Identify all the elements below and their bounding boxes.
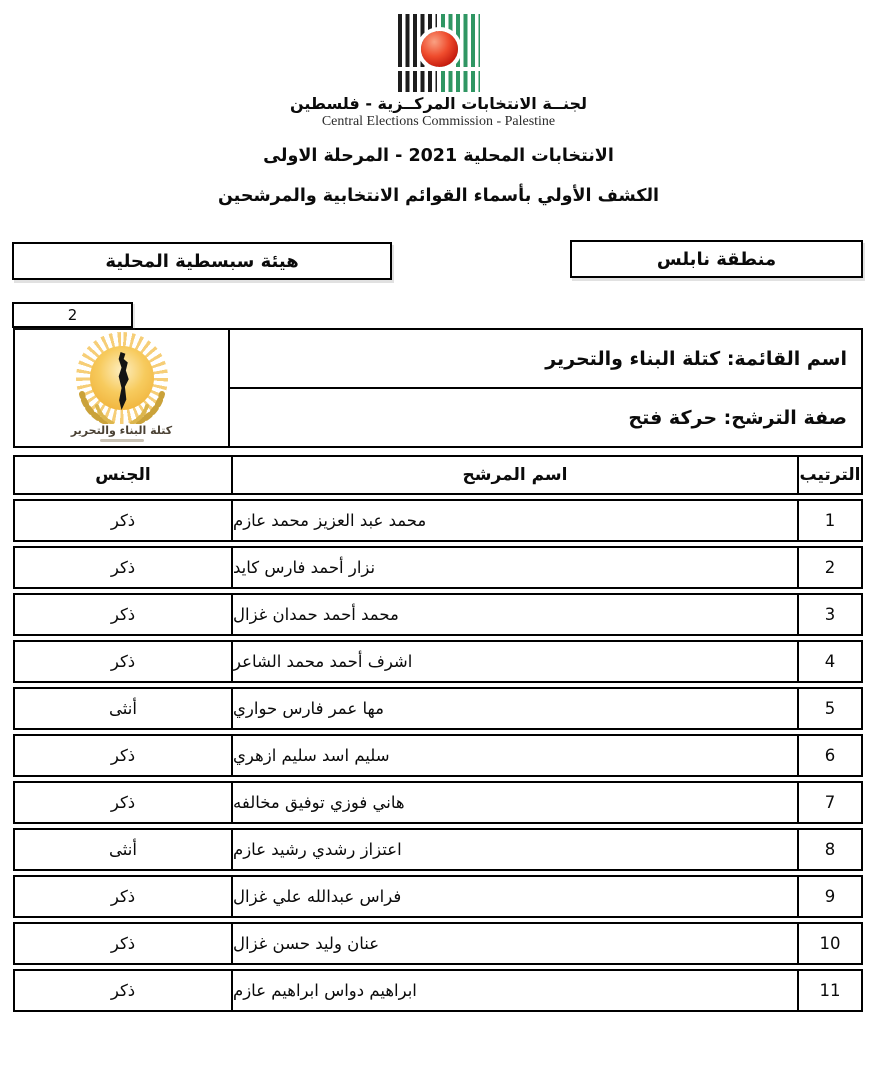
order-cell: 6 [824,746,836,765]
region-boxes-row [12,240,865,280]
authority-box: هيئة سبسطية المحلية [12,242,392,280]
order-cell: 2 [824,558,836,577]
name-cell: محمد عبد العزيز محمد عازم [231,501,799,540]
gender-cell: أنثى [109,699,137,718]
wheat-icon [68,388,176,424]
order-cell: 10 [819,934,841,953]
name-cell: محمد أحمد حمدان غزال [231,595,799,634]
name-cell: اعتزاز رشدي رشيد عازم [231,830,799,869]
table-row [13,640,863,683]
name-cell: ابراهيم دواس ابراهيم عازم [231,971,799,1010]
gender-cell: ذكر [110,793,136,812]
order-cell: 5 [824,699,836,718]
gender-cell: ذكر [110,511,136,530]
table-row [13,922,863,965]
table-row [13,969,863,1012]
table-row [13,875,863,918]
name-cell: مها عمر فارس حواري [231,689,799,728]
cec-logo [398,14,480,92]
table-row [13,593,863,636]
order-cell: 4 [824,652,836,671]
order-cell: 3 [824,605,836,624]
report-title: الكشف الأولي بأسماء القوائم الانتخابية والمرشحين [217,186,660,206]
name-column-header: اسم المرشح [231,457,799,493]
order-cell: 7 [824,793,836,812]
gender-cell: ذكر [110,652,136,671]
list-number-box: 2 [12,302,133,328]
logo-gap-line [398,67,480,71]
name-cell: عنان وليد حسن غزال [231,924,799,963]
list-logo [62,332,182,444]
gender-cell: ذكر [110,934,136,953]
name-cell: نزار أحمد فارس كايد [231,548,799,587]
table-row [13,781,863,824]
gender-cell: ذكر [110,605,136,624]
gender-cell: ذكر [110,558,136,577]
gender-cell: ذكر [110,887,136,906]
gender-column-header: الجنس [95,465,151,485]
order-cell: 9 [824,887,836,906]
list-info-column [230,330,861,446]
name-cell: فراس عبدالله علي غزال [231,877,799,916]
name-cell: هاني فوزي توفيق مخالفه [231,783,799,822]
order-column-header: الترتيب [799,465,861,485]
gender-cell: ذكر [110,746,136,765]
org-name-english: Central Elections Commission - Palestine [321,114,556,129]
gender-cell: ذكر [110,981,136,1000]
table-row [13,828,863,871]
list-logo-cell [15,330,230,446]
gender-cell: أنثى [109,840,137,859]
table-header-row [13,455,863,495]
district-box: منطقة نابلس [570,240,863,278]
logo-subtext-line [100,439,144,442]
candidates-table [13,455,863,1012]
table-row [13,499,863,542]
order-cell: 11 [819,981,841,1000]
list-name-cell: اسم القائمة: كتلة البناء والتحرير [230,330,861,389]
org-name-arabic: لجنــة الانتخابات المركــزية - فلسطين [289,94,588,113]
order-cell: 1 [824,511,836,530]
election-title: الانتخابات المحلية 2021 - المرحلة الاولى [263,146,614,166]
list-logo-label: كتلة البناء والتحرير [70,424,173,437]
name-cell: اشرف أحمد محمد الشاعر [231,642,799,681]
table-row [13,546,863,589]
candidacy-cell: صفة الترشح: حركة فتح [628,406,847,429]
order-cell: 8 [824,840,836,859]
name-cell: سليم اسد سليم ازهري [231,736,799,775]
red-ball-icon [421,31,458,67]
list-info-table [13,328,863,448]
table-row [13,734,863,777]
table-row [13,687,863,730]
